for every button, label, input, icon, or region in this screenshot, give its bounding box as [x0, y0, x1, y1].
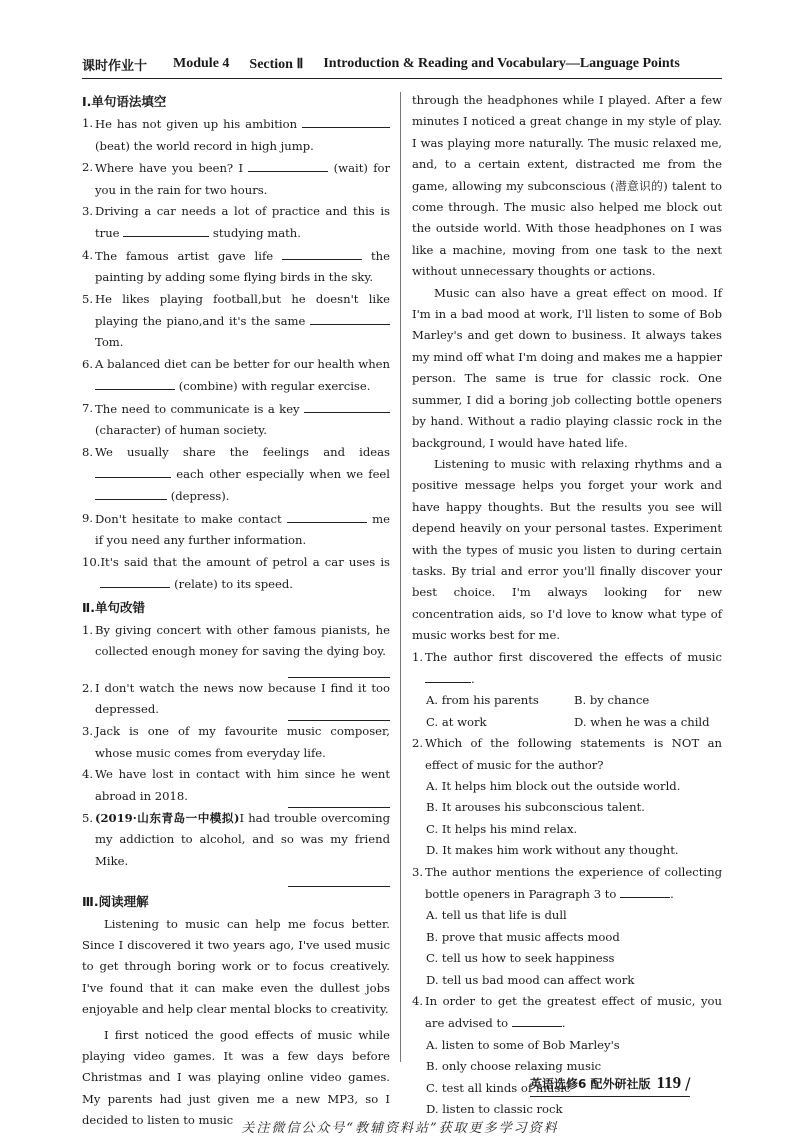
item-text: The need to communicate is a key	[95, 401, 300, 416]
page-number: 119	[656, 1073, 682, 1092]
left-column	[82, 90, 390, 1132]
passage-paragraph-1: Listening to music can help me focus better. Since I discovered it two years ago, I've used music to get through boring work or to focus creatively. I've found that it can make even the dullest jobs enjoyable and help clear mental blocks to creativity.	[82, 916, 390, 1017]
answer-blank[interactable]	[95, 485, 167, 500]
watermark-note: 关注微信公众号“教辅资料站”获取更多学习资料	[241, 1121, 559, 1136]
book-label: 英语选修6 配外研社版	[530, 1076, 651, 1091]
option-a[interactable]: A. tell us that life is dull	[426, 908, 567, 923]
item-number: 1.	[82, 116, 94, 131]
p2-item-5	[82, 808, 390, 887]
passage-paragraph-3: Music can also have a great effect on mood. If I'm in a bad mood at work, I'll listen to some of Bob Marley's and get down to business. It always takes my mind off what I'm doing and makes me a happier person. The same is true for classic rock. One summer, I did a boring job collecting bottle openers by hand. Without a radio playing classic rock in the background, I would have hated life.	[412, 285, 722, 450]
option-b[interactable]: B. by chance	[574, 693, 650, 708]
question-3	[412, 862, 722, 906]
item-text: The famous artist gave life	[95, 248, 274, 263]
item-text: He likes playing football,but he doesn't like playing the piano,and it's the same	[95, 291, 390, 329]
option-row	[412, 712, 722, 733]
item-number: 3.	[82, 724, 94, 739]
section-label: Section Ⅱ	[249, 56, 304, 72]
option-d[interactable]: D. when he was a child	[574, 714, 710, 729]
question-4	[412, 991, 722, 1035]
footer-slash: /	[685, 1073, 691, 1093]
p1-item-9	[82, 508, 390, 552]
part3-title: Ⅲ.阅读理解	[82, 894, 149, 910]
item-number: 5.	[82, 811, 94, 825]
item-text: I don't watch the news now because I find it too depressed.	[95, 680, 390, 716]
option-a[interactable]: A. listen to some of Bob Marley's	[426, 1037, 620, 1052]
option-d[interactable]: D. It makes him work without any thought.	[426, 843, 679, 858]
answer-line[interactable]	[288, 663, 390, 678]
option-d[interactable]: D. listen to classic rock	[426, 1102, 563, 1117]
item-number: 7.	[82, 400, 94, 415]
answer-blank[interactable]	[512, 1012, 562, 1027]
answer-blank[interactable]	[123, 222, 209, 237]
page-title: Introduction & Reading and Vocabulary—Language Points	[323, 56, 680, 71]
item-text: Driving a car needs a lot of practice and this is true	[95, 204, 390, 241]
p1-item-7	[82, 398, 390, 442]
p1-item-3	[82, 201, 390, 245]
question-stem: Which of the following statements is NOT an effect of music for the author?	[425, 736, 722, 772]
option-c[interactable]: C. It helps his mind relax.	[426, 821, 578, 836]
question-number: 3.	[412, 864, 424, 879]
item-number: 3.	[82, 204, 94, 219]
item-number: 2.	[82, 160, 94, 175]
question-tail: .	[471, 671, 475, 686]
question-stem: The author mentions the experience of collecting bottle openers in Paragraph 3 to	[425, 864, 722, 902]
item-text: studying math.	[212, 226, 301, 241]
item-text: By giving concert with other famous pianists, he collected enough money for saving the dying boy.	[95, 622, 390, 659]
question-tail: .	[670, 887, 674, 902]
item-source: (2019·山东青岛一中模拟)	[95, 811, 240, 825]
item-number: 1.	[82, 622, 94, 637]
passage-paragraph-2-continued: through the headphones while I played. After a few minutes I noticed a great change in my style of play. I was playing more naturally. The music relaxed me, and, to a certain extent, distracted me from the game, allowing my subconscious (潜意识的) talent to come through. The music also helped me block out the outside world. With those headphones on I was like a machine, moving from one task to the next without unnecessary thoughts or actions.	[412, 93, 722, 279]
answer-blank[interactable]	[304, 398, 390, 413]
option-c[interactable]: C. at work	[426, 714, 487, 729]
item-number: 6.	[82, 356, 94, 371]
item-text: Where have you been? I	[95, 161, 244, 176]
question-tail: .	[561, 1016, 566, 1031]
answer-line[interactable]	[288, 793, 390, 808]
answer-blank[interactable]	[310, 310, 390, 325]
option-b[interactable]: B. only choose relaxing music	[426, 1059, 602, 1074]
answer-blank[interactable]	[287, 508, 367, 523]
question-1	[412, 647, 722, 691]
answer-blank[interactable]	[302, 113, 390, 128]
p1-item-4	[82, 245, 390, 289]
p2-item-2	[82, 678, 390, 722]
option-b[interactable]: B. It arouses his subconscious talent.	[426, 800, 645, 815]
answer-line[interactable]	[288, 872, 390, 887]
page-header	[82, 50, 722, 79]
option-a[interactable]: A. from his parents	[426, 693, 539, 708]
option-b[interactable]: B. prove that music affects mood	[426, 929, 620, 944]
page-footer	[530, 1070, 690, 1097]
item-text: I had trouble overcoming my addiction to alcohol, and so was my friend Mike.	[95, 811, 390, 868]
part1-title: Ⅰ.单句语法填空	[82, 94, 167, 109]
item-text: me if you need any further information.	[95, 511, 390, 548]
item-text: Don't hesitate to make contact	[95, 511, 282, 526]
answer-blank[interactable]	[95, 463, 171, 478]
option-row	[412, 690, 722, 711]
column-divider	[400, 92, 401, 1062]
item-text: each other especially when we feel	[176, 466, 390, 481]
course-label: 课时作业十	[82, 58, 148, 74]
item-number: 10.	[82, 554, 101, 569]
p1-item-6	[82, 354, 390, 398]
item-text: It's said that the amount of petrol a car uses is	[100, 554, 390, 569]
p1-item-8	[82, 442, 390, 508]
module-label: Module 4	[173, 56, 230, 71]
item-number: 2.	[82, 680, 94, 695]
passage-paragraph-2: I first noticed the good effects of music while playing video games. It was a few days before Christmas and I was playing online video games. My parents had just given me a new MP3, so I decided to listen to music	[82, 1027, 390, 1128]
item-text: (combine) with regular exercise.	[178, 379, 371, 394]
answer-blank[interactable]	[248, 157, 328, 172]
answer-blank[interactable]	[95, 375, 175, 390]
p1-item-5	[82, 289, 390, 354]
option-a[interactable]: A. It helps him block out the outside world.	[426, 779, 681, 793]
p2-item-4	[82, 764, 390, 808]
answer-line[interactable]	[288, 706, 390, 721]
item-text: (relate) to its speed.	[174, 576, 293, 591]
question-number: 2.	[412, 736, 424, 751]
answer-blank[interactable]	[100, 573, 170, 588]
item-text: Jack is one of my favourite music composer, whose music comes from everyday life.	[95, 724, 390, 760]
item-text: He has not given up his ambition	[95, 117, 298, 132]
answer-blank[interactable]	[425, 668, 471, 683]
answer-blank[interactable]	[282, 245, 362, 260]
item-text: We usually share the feelings and ideas	[95, 444, 390, 459]
p1-item-10	[82, 552, 390, 596]
item-number: 8.	[82, 444, 94, 459]
p1-item-1	[82, 113, 390, 157]
p2-item-1	[82, 620, 390, 678]
p1-item-2	[82, 157, 390, 201]
p2-item-3	[82, 721, 390, 764]
item-number: 5.	[82, 291, 94, 306]
item-text: Tom.	[95, 335, 124, 350]
passage-paragraph-4: Listening to music with relaxing rhythms and a positive message helps you forget your work and have happy thoughts. But the results you see will depend heavily on your personal tastes. Experiment with the types of music you listen to during certain tasks. By trial and error you'll finally discover your best choice. I'm always looking for new concentration aids, so I'd love to know what type of music works best for me.	[412, 456, 722, 643]
question-2	[412, 733, 722, 776]
question-number: 1.	[412, 649, 424, 664]
question-stem: The author first discovered the effects of music	[425, 649, 722, 664]
right-column	[412, 90, 722, 1121]
item-number: 4.	[82, 767, 94, 782]
answer-blank[interactable]	[620, 883, 670, 898]
item-text: A balanced diet can be better for our health when	[95, 356, 390, 371]
part2-title: Ⅱ.单句改错	[82, 600, 145, 616]
option-c[interactable]: C. tell us how to seek happiness	[426, 951, 615, 966]
question-number: 4.	[412, 994, 424, 1009]
item-number: 4.	[82, 247, 94, 262]
item-text: We have lost in contact with him since he went abroad in 2018.	[95, 767, 390, 803]
item-text: (beat) the world record in high jump.	[95, 138, 314, 153]
item-text: (wait) for you in the rain for two hours.	[95, 161, 391, 197]
item-text: (depress).	[170, 489, 230, 504]
item-text: (character) of human society.	[95, 423, 267, 438]
item-number: 9.	[82, 510, 94, 525]
question-stem: In order to get the greatest effect of music, you are advised to	[425, 994, 722, 1031]
item-text: the painting by adding some flying birds in the sky.	[95, 248, 391, 285]
option-c[interactable]: C. test all kinds of music	[426, 1080, 571, 1095]
option-d[interactable]: D. tell us bad mood can affect work	[426, 972, 635, 987]
